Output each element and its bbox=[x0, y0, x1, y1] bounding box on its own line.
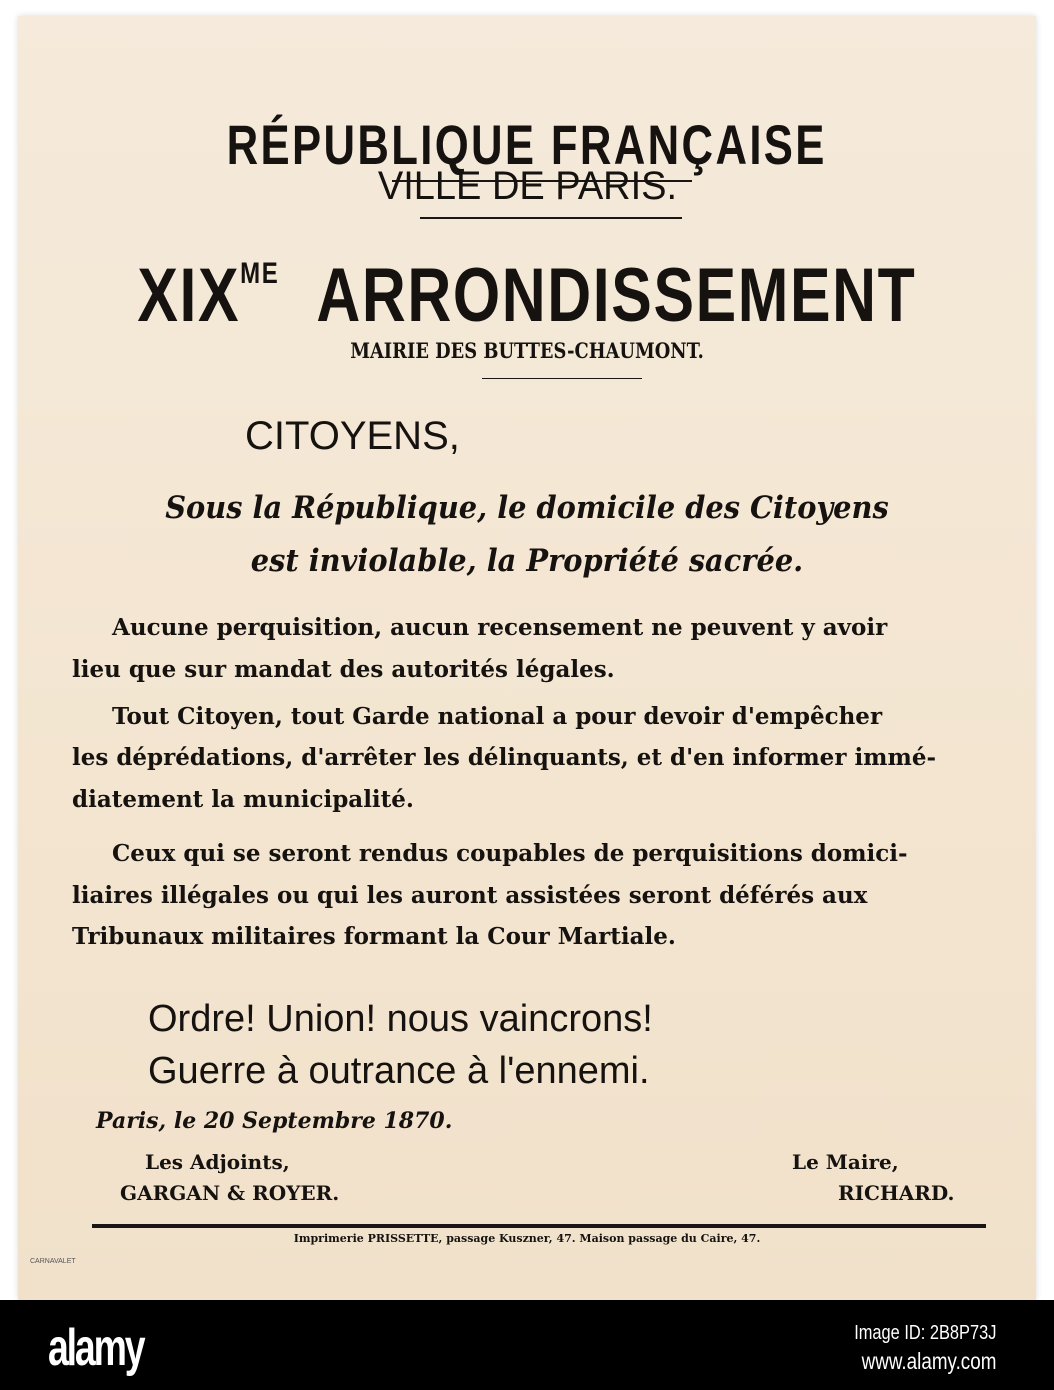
paragraph-line: les déprédations, d'arrêter les délinquants, et d'en informer immé- bbox=[72, 744, 937, 771]
image-id: Image ID: 2B8P73J bbox=[853, 1322, 996, 1344]
adjoints-names: GARGAN & ROYER. bbox=[120, 1181, 340, 1205]
paragraph-line: Tribunaux militaires formant la Cour Martiale. bbox=[72, 923, 676, 950]
paragraph-line: Aucune perquisition, aucun recensement ne peuvent y avoir bbox=[112, 614, 888, 641]
paragraph-line: liaires illégales ou qui les auront assistées seront déférés aux bbox=[72, 882, 868, 909]
watermark-bar bbox=[0, 1300, 1054, 1390]
republic-heading: RÉPUBLIQUE FRANÇAISE bbox=[226, 113, 828, 176]
date-line: Paris, le 20 Septembre 1870. bbox=[96, 1108, 453, 1134]
arrondissement-heading: $XIX^{ME}$ ARRONDISSEMENT bbox=[137, 253, 917, 338]
alamy-url[interactable]: www.alamy.com bbox=[861, 1348, 996, 1374]
lead-line: est inviolable, la Propriété sacrée. bbox=[250, 543, 804, 579]
lead-line: Sous la République, le domicile des Citoyens bbox=[165, 490, 889, 526]
adjoints-title: Les Adjoints, bbox=[145, 1150, 290, 1174]
maire-name: RICHARD. bbox=[838, 1181, 955, 1205]
paragraph-line: lieu que sur mandat des autorités légales. bbox=[72, 656, 615, 683]
divider bbox=[92, 1224, 986, 1228]
imprint: Imprimerie PRISSETTE, passage Kuszner, 47. Maison passage du Caire, 47. bbox=[293, 1232, 761, 1245]
collection-mark: CARNAVALET bbox=[30, 1258, 76, 1265]
alamy-logo: alamy bbox=[48, 1319, 144, 1377]
city-heading: VILLE DE PARIS. bbox=[377, 164, 677, 208]
mairie-heading: MAIRIE DES BUTTES-CHAUMONT. bbox=[350, 338, 704, 363]
divider bbox=[482, 378, 642, 379]
maire-title: Le Maire, bbox=[792, 1150, 899, 1174]
salutation: CITOYENS, bbox=[245, 414, 460, 458]
paragraph-line: Tout Citoyen, tout Garde national a pour devoir d'empêcher bbox=[112, 703, 883, 730]
paragraph-line: diatement la municipalité. bbox=[72, 786, 414, 813]
slogan: Guerre à outrance à l'ennemi. bbox=[148, 1050, 650, 1092]
divider bbox=[420, 217, 682, 219]
paragraph-line: Ceux qui se seront rendus coupables de perquisitions domici- bbox=[112, 840, 908, 867]
slogan: Ordre! Union! nous vaincrons! bbox=[148, 998, 653, 1040]
